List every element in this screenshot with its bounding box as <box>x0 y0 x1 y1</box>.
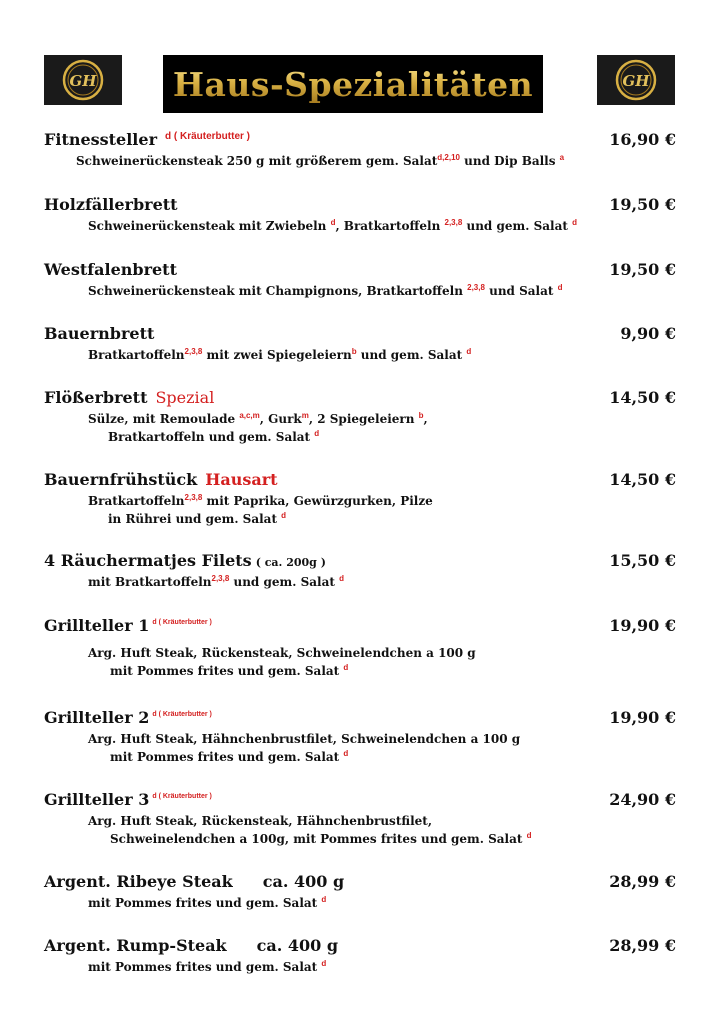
item-name: Bauernfrühstück Hausart <box>44 470 278 489</box>
item-note: d ( Kräuterbutter ) <box>152 711 212 718</box>
menu-item-grillteller-1 <box>44 616 684 680</box>
item-price: 16,90 € <box>609 130 676 149</box>
item-name: Holzfällerbrett <box>44 195 178 214</box>
menu-item-grillteller-3 <box>44 790 684 848</box>
item-name: Grillteller 2 $^{d ( Kräuterbutter )}$ <box>44 708 212 727</box>
page-title: Haus-Spezialitäten <box>172 64 534 104</box>
item-description-line2: mit Pommes frites und gem. Salat $^d$ <box>110 663 349 678</box>
item-price: 19,50 € <box>609 195 676 214</box>
item-description: Schweinerückensteak mit Champignons, Bratkartoffeln $^{2,3,8}$ und Salat $^d$ <box>88 283 563 298</box>
menu-item-raeuchermatjes-filets <box>44 551 684 591</box>
item-note: d ( Kräuterbutter ) <box>152 619 212 626</box>
item-description-line2: in Rührei und gem. Salat $^d$ <box>108 511 287 526</box>
item-price: 14,50 € <box>609 470 676 489</box>
item-name: Westfalenbrett <box>44 260 177 279</box>
item-description: mit Pommes frites und gem. Salat $^d$ <box>88 959 327 974</box>
restaurant-logo-left <box>44 55 122 105</box>
menu-item-ribeye-steak <box>44 872 684 912</box>
item-qualifier: Hausart <box>205 470 278 489</box>
item-price: 9,90 € <box>620 324 676 343</box>
item-description: Arg. Huft Steak, Hähnchenbrustfilet, Schweinelendchen a 100 g <box>88 732 521 746</box>
item-qualifier: Spezial <box>155 388 215 407</box>
item-name: Grillteller 3 $^{d ( Kräuterbutter )}$ <box>44 790 212 809</box>
item-name: Fitnessteller $^{d ( Kräuterbutter )}$ <box>44 130 250 149</box>
item-description: Schweinerückensteak mit Zwiebeln $^d$, Bratkartoffeln $^{2,3,8}$ und gem. Salat $^d$ <box>88 218 577 233</box>
item-price: 28,99 € <box>609 936 676 955</box>
menu-item-floesserbrett <box>44 388 684 446</box>
item-description: Schweinerückensteak 250 g mit größerem gem. Salat$^{d,2,10}$ und Dip Balls $^a$ <box>76 153 565 168</box>
menu-item-rump-steak <box>44 936 684 976</box>
item-name: Bauernbrett <box>44 324 155 343</box>
gh-monogram-icon <box>60 57 106 103</box>
menu-item-grillteller-2 <box>44 708 684 766</box>
item-description: Sülze, mit Remoulade $^{a,c,m}$, Gurk$^m$, 2 Spiegeleiern $^b$, <box>88 411 428 426</box>
svg-text:GH: GH <box>69 72 97 90</box>
item-weight: ca. 400 g <box>262 872 345 891</box>
menu-item-fitnessteller <box>44 130 684 170</box>
item-description: Arg. Huft Steak, Rückensteak, Schweinelendchen a 100 g <box>88 646 476 660</box>
gh-monogram-icon <box>613 57 659 103</box>
item-name: Grillteller 1 $^{d ( Kräuterbutter )}$ <box>44 616 212 635</box>
menu-item-holzfaellerbrett <box>44 195 684 235</box>
item-description-line2: mit Pommes frites und gem. Salat $^d$ <box>110 749 349 764</box>
item-note: d ( Kräuterbutter ) <box>152 793 212 800</box>
menu-item-bauernfruehstueck <box>44 470 684 528</box>
svg-text:GH: GH <box>622 72 650 90</box>
item-name: Argent. Ribeye Steak ca. 400 g <box>44 872 345 891</box>
item-description: mit Bratkartoffeln$^{2,3,8}$ und gem. Salat $^d$ <box>88 574 344 589</box>
menu-item-westfalenbrett <box>44 260 684 300</box>
item-description: Bratkartoffeln$^{2,3,8}$ mit zwei Spiegeleiern$^b$ und gem. Salat $^d$ <box>88 347 472 362</box>
item-name: Argent. Rump-Steak ca. 400 g <box>44 936 339 955</box>
item-price: 19,50 € <box>609 260 676 279</box>
item-weight: ca. 400 g <box>256 936 339 955</box>
restaurant-logo-right <box>597 55 675 105</box>
item-price: 24,90 € <box>609 790 676 809</box>
item-price: 19,90 € <box>609 616 676 635</box>
item-qualifier: ( ca. 200g ) <box>255 556 326 569</box>
item-description: mit Pommes frites und gem. Salat $^d$ <box>88 895 327 910</box>
title-banner <box>163 55 543 113</box>
item-description: Bratkartoffeln$^{2,3,8}$ mit Paprika, Gewürzgurken, Pilze <box>88 493 433 508</box>
item-description-line2: Schweinelendchen a 100g, mit Pommes frites und gem. Salat $^d$ <box>110 831 532 846</box>
item-description: Arg. Huft Steak, Rückensteak, Hähnchenbrustfilet, <box>88 814 432 828</box>
item-price: 19,90 € <box>609 708 676 727</box>
menu-item-bauernbrett <box>44 324 684 364</box>
item-price: 14,50 € <box>609 388 676 407</box>
item-price: 15,50 € <box>609 551 676 570</box>
item-name: Flößerbrett Spezial <box>44 388 215 407</box>
item-note: d ( Kräuterbutter ) <box>165 131 250 142</box>
item-description-line2: Bratkartoffeln und gem. Salat $^d$ <box>108 429 320 444</box>
item-name: 4 Räuchermatjes Filets ( ca. 200g ) <box>44 551 326 570</box>
item-price: 28,99 € <box>609 872 676 891</box>
